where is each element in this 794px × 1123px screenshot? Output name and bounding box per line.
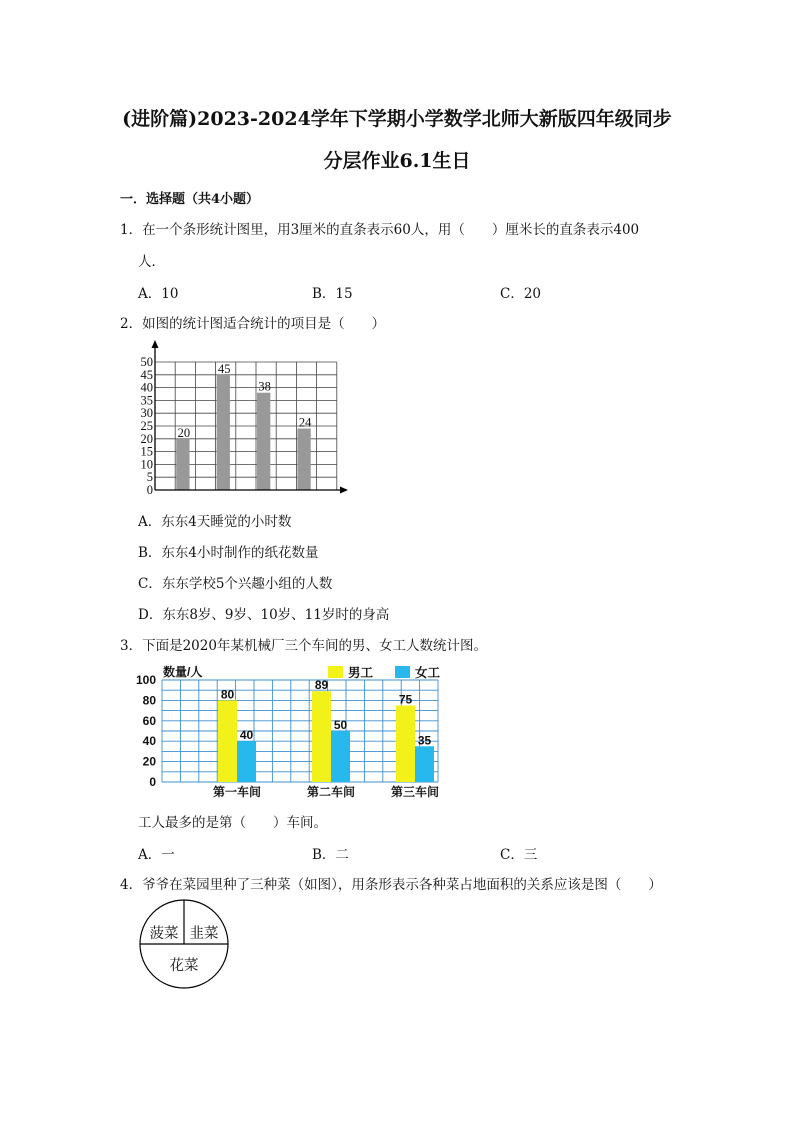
q2-y-tick-label: 20 [140,431,153,446]
document-title-line1: (进阶篇)2023-2024学年下学期小学数学北师大新版四年级同步 [122,108,672,130]
q3-y-tick-label: 100 [135,673,156,687]
q3-option-b: B．二 [312,847,349,863]
q3-grouped-bar-chart [130,660,450,800]
q4-garden-circle [134,894,234,994]
q1-stem-line1: 1．在一个条形统计图里，用3厘米的直条表示60人，用（ ）厘米长的直条表示400 [120,222,640,238]
q3-y-tick-label: 0 [149,775,156,789]
q3-bar-value-label: 89 [314,678,329,693]
q2-bar-value-label: 45 [218,361,231,376]
legend-swatch-female [395,666,410,678]
q2-y-axis-arrow [152,340,159,348]
q3-y-tick-label: 80 [142,693,156,708]
q2-bar-value-label: 38 [258,379,271,394]
q2-y-tick-label: 5 [146,470,153,485]
bar-male [312,691,331,782]
q2-option-d: D．东东8岁、9岁、10岁、11岁时的身高 [138,607,390,623]
q3-option-a: A．一 [138,847,175,863]
q2-y-tick-label: 50 [140,355,153,369]
q2-y-tick-label: 10 [140,457,153,472]
q4-stem: 4．爷爷在菜园里种了三种菜（如图），用条形表示各种菜占地面积的关系应该是图（ ） [120,877,662,893]
q2-bar-chart [130,338,355,502]
q3-y-tick-label: 20 [142,754,156,769]
bar-female [415,746,434,782]
section-heading: 一．选择题（共4小题） [120,192,260,207]
q2-y-tick-label: 35 [140,393,153,408]
q1-stem-line2: 人． [138,254,165,270]
q2-bar [217,375,230,490]
q3-category-label: 第二车间 [306,785,356,799]
q2-option-a: A．东东4天睡觉的小时数 [138,514,292,530]
q1-option-c: C．20 [500,286,542,302]
q2-y-tick-label: 40 [140,380,153,395]
q1-option-b: B．15 [312,286,353,302]
pie-label-cauliflower: 花菜 [169,958,199,974]
q2-bar [257,393,270,490]
q3-bar-value-label: 50 [333,718,348,732]
q2-bar [176,439,189,490]
document-title-line2: 分层作业6.1生日 [323,150,471,172]
pie-label-spinach: 菠菜 [149,926,179,942]
q2-y-tick-label: 25 [140,419,153,433]
q3-bar-value-label: 80 [220,687,235,702]
q3-sub-question: 工人最多的是第（ ）车间。 [138,815,327,831]
bar-male [396,706,415,783]
q2-y-tick-label: 15 [140,444,153,459]
q3-bar-value-label: 35 [417,733,432,748]
q3-y-tick-label: 40 [142,734,156,749]
q3-y-tick-label: 60 [142,713,156,728]
q1-option-a: A．10 [138,286,179,302]
q2-bar-value-label: 20 [177,425,191,440]
q2-option-b: B．东东4小时制作的纸花数量 [138,545,319,561]
q3-option-c: C．三 [500,847,538,863]
q3-bar-value-label: 75 [398,692,413,707]
bar-male [218,700,237,782]
bar-female [331,731,350,782]
legend-label-male: 男工 [348,666,374,680]
q3-bar-value-label: 40 [239,728,254,743]
q2-y-tick-label: 45 [140,367,153,382]
bar-female [237,741,256,782]
q3-category-label: 第三车间 [390,785,440,799]
q2-y-tick-label: 30 [140,406,153,421]
q2-bar-value-label: 24 [298,415,312,430]
q2-option-c: C．东东学校5个兴趣小组的人数 [138,576,333,592]
q3-y-axis-label: 数量/人 [163,665,203,679]
q2-stem: 2．如图的统计图适合统计的项目是（ ） [120,316,386,332]
q2-y-tick-label: 0 [146,483,153,497]
q3-stem: 3．下面是2020年某机械厂三个车间的男、女工人数统计图。 [120,638,487,654]
q2-x-axis-arrow [340,487,348,494]
legend-swatch-male [328,666,343,678]
pie-label-chives: 韭菜 [189,926,219,942]
q2-bar [297,429,310,490]
legend-label-female: 女工 [415,666,441,680]
q3-category-label: 第一车间 [212,785,262,799]
